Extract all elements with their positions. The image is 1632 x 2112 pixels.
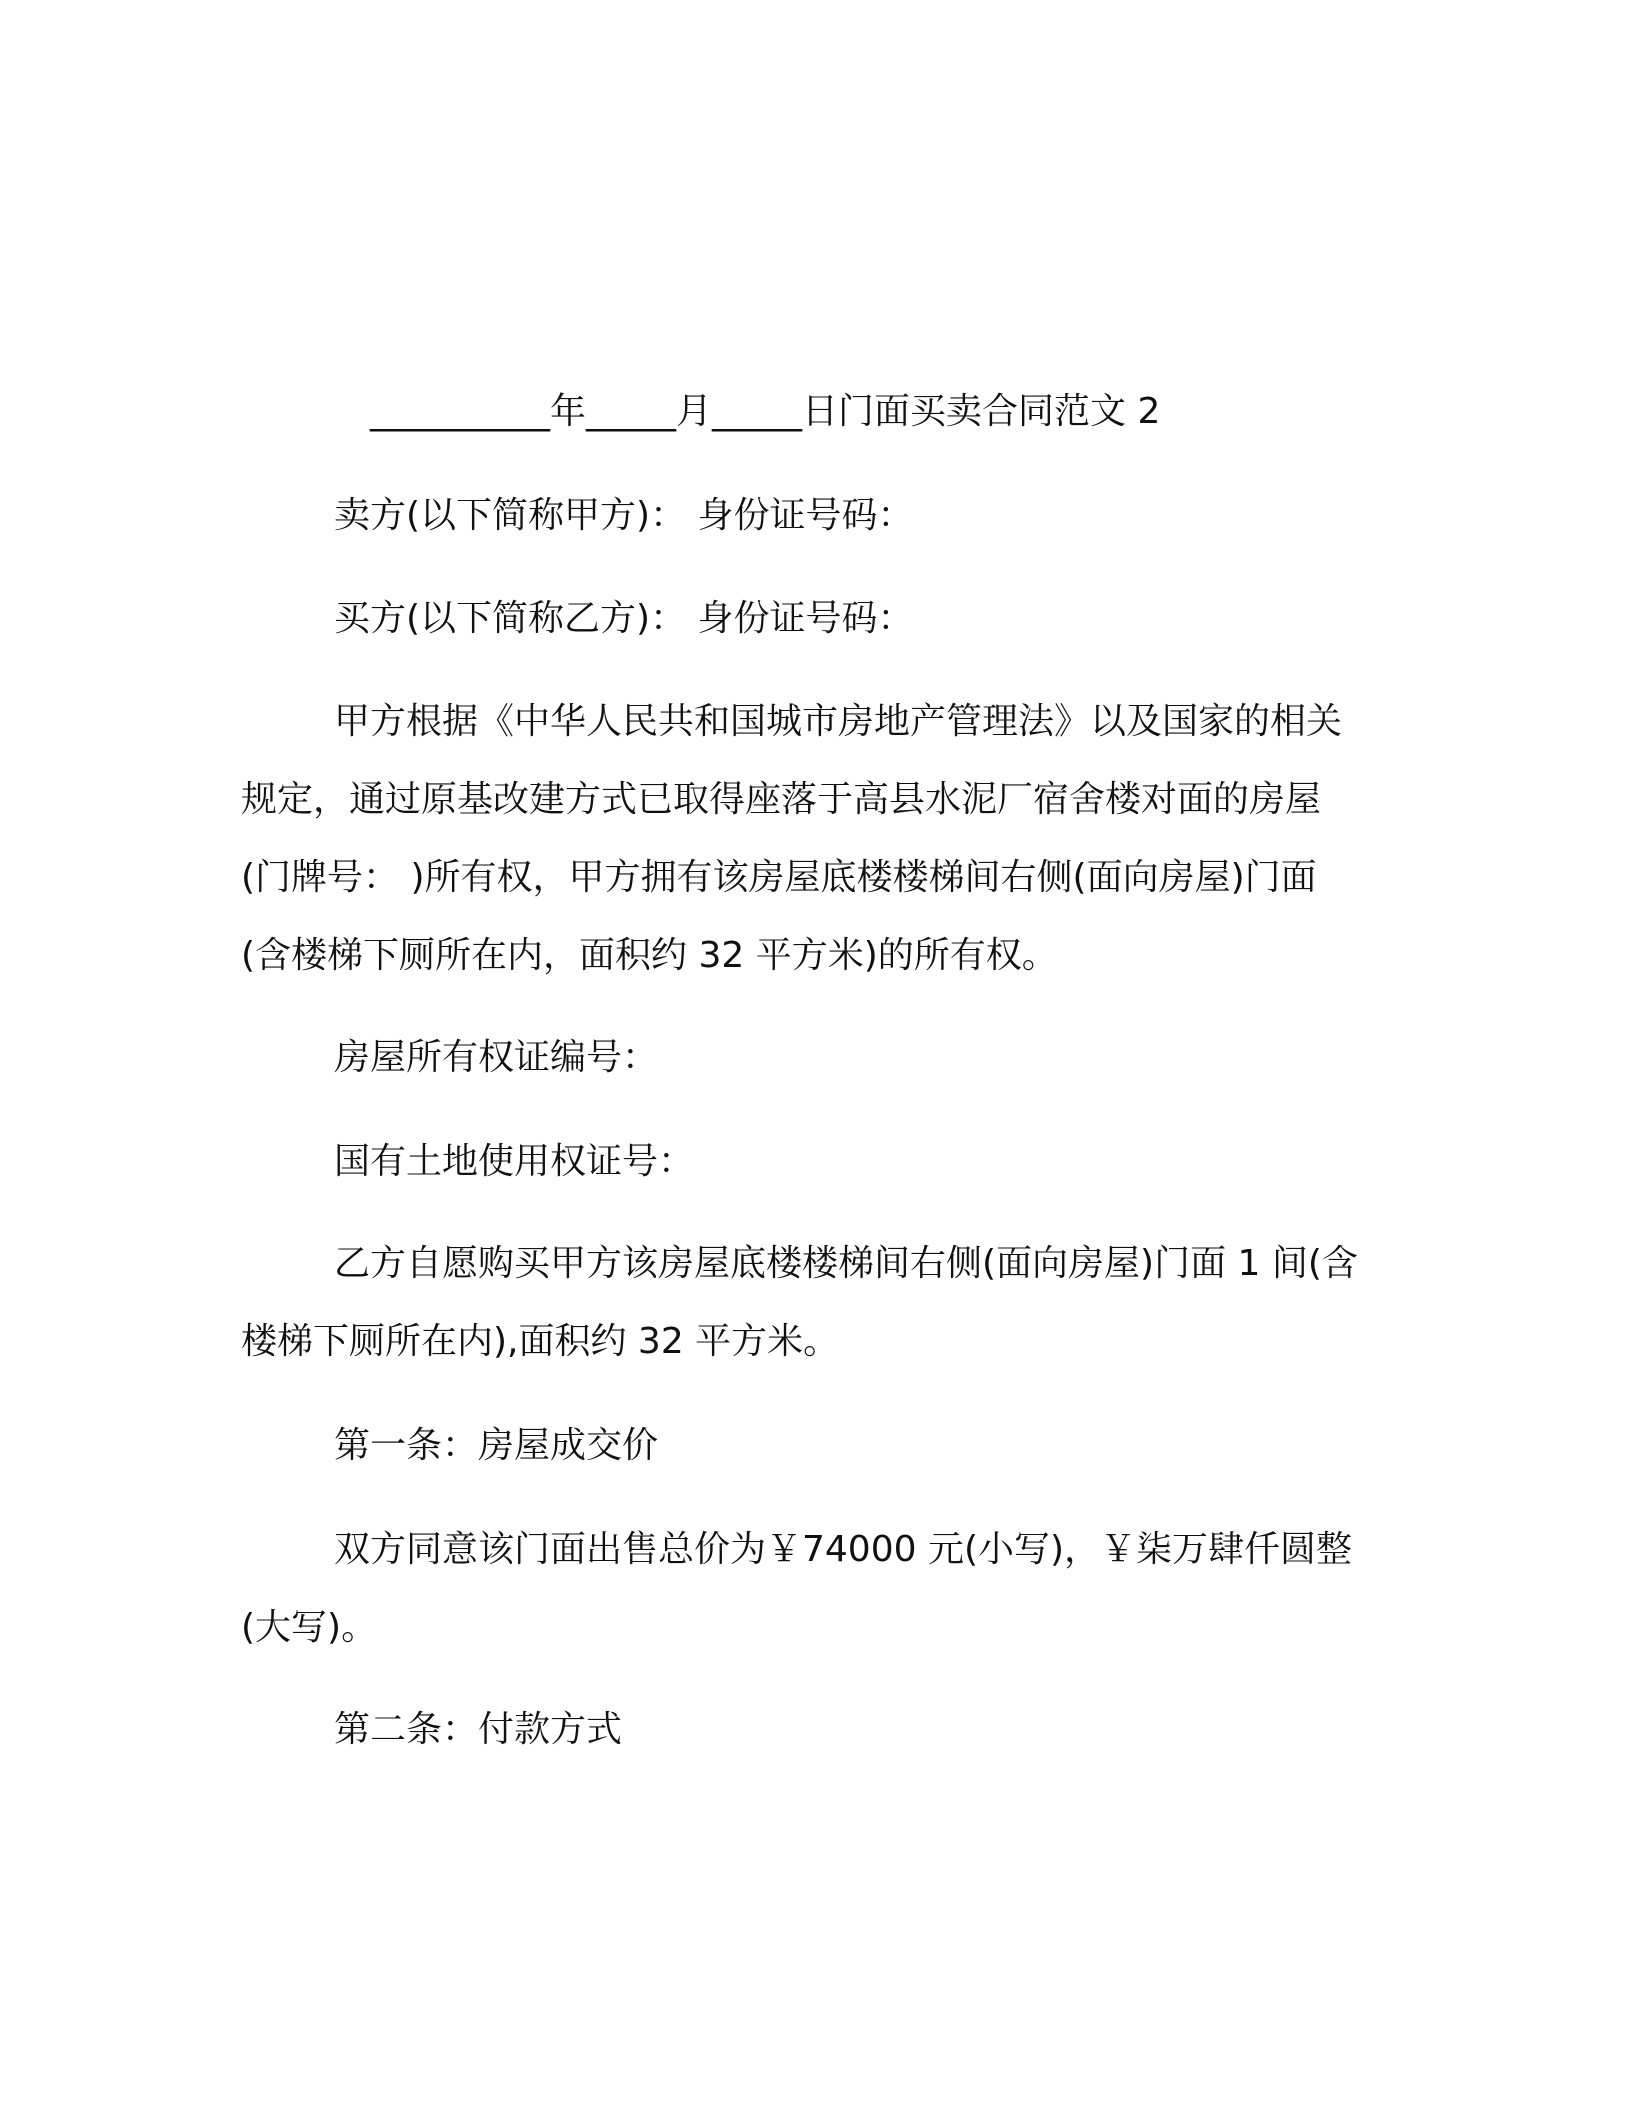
paragraph-line: (大写)。 <box>241 1607 378 1648</box>
paragraph-line: 双方同意该门面出售总价为￥74000 元(小写)，￥柒万肆仟圆整 <box>334 1529 1353 1570</box>
paragraph-line: 规定，通过原基改建方式已取得座落于高县水泥厂宿舍楼对面的房屋 <box>241 779 1322 820</box>
document-title: __________年_____月_____日门面买卖合同范文 2 <box>370 391 1161 432</box>
paragraph-line: (门牌号： )所有权，甲方拥有该房屋底楼楼梯间右侧(面向房屋)门面 <box>241 857 1317 898</box>
article-heading: 第二条：付款方式 <box>334 1709 623 1750</box>
paragraph-line: 楼梯下厕所在内),面积约 32 平方米。 <box>241 1321 840 1362</box>
article-heading: 第一条：房屋成交价 <box>334 1425 659 1466</box>
paragraph-line: 甲方根据《中华人民共和国城市房地产管理法》以及国家的相关 <box>334 701 1343 742</box>
paragraph-line: (含楼梯下厕所在内，面积约 32 平方米)的所有权。 <box>241 935 1058 976</box>
paragraph-line: 乙方自愿购买甲方该房屋底楼楼梯间右侧(面向房屋)门面 1 间(含 <box>334 1243 1358 1284</box>
buyer-line: 买方(以下简称乙方)： 身份证号码： <box>334 598 914 639</box>
seller-line: 卖方(以下简称甲方)： 身份证号码： <box>334 495 914 536</box>
certificate-number-line: 房屋所有权证编号： <box>334 1037 659 1078</box>
land-certificate-line: 国有土地使用权证号： <box>334 1141 695 1182</box>
